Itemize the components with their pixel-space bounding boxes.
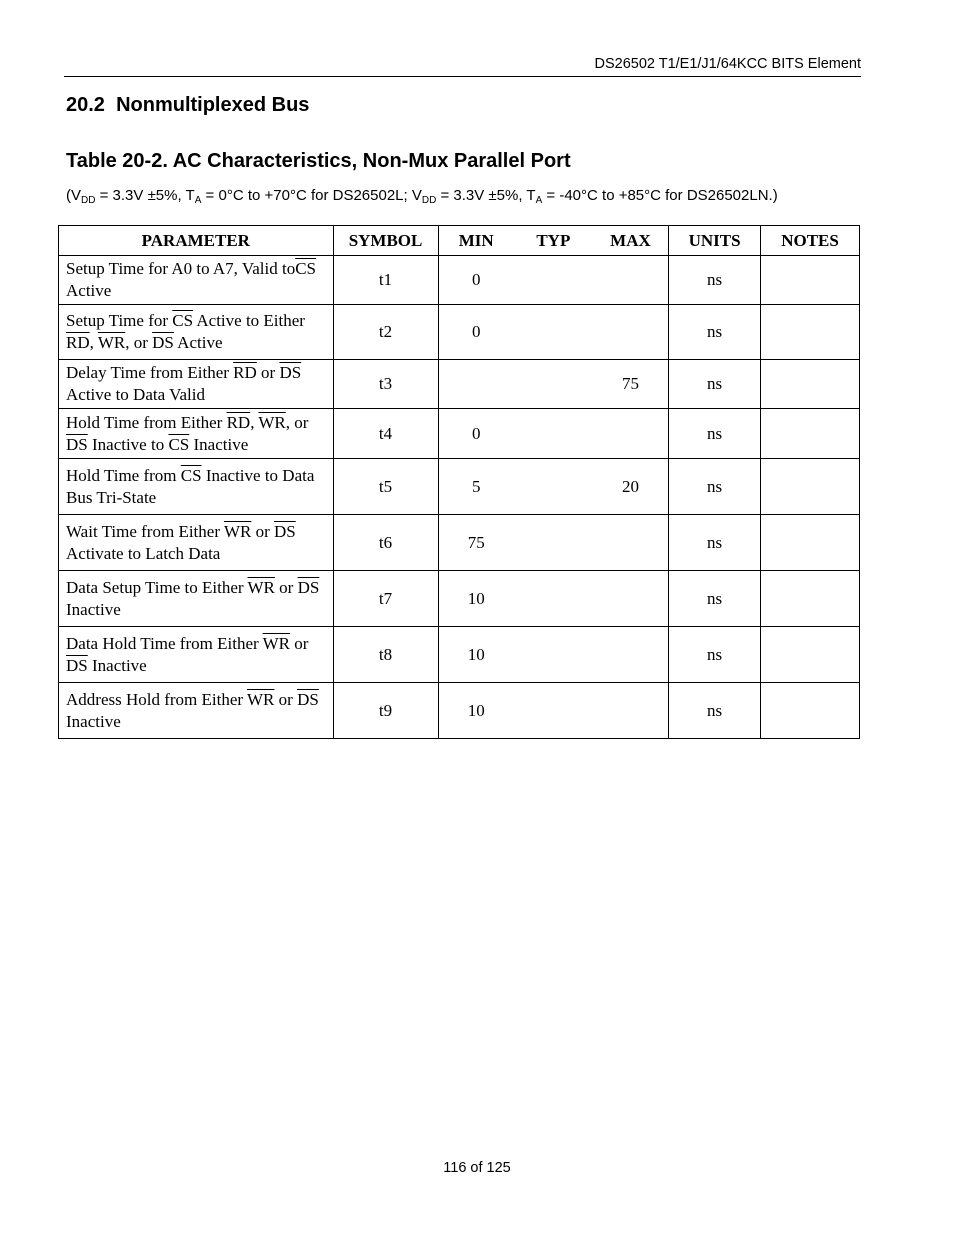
min-cell: 75 (438, 515, 514, 571)
ac-characteristics-table (58, 225, 860, 739)
parameter-text: Inactive to Data Bus Tri-State (66, 465, 315, 507)
table-row (59, 360, 860, 409)
conditions-subscript: A (194, 195, 202, 206)
active-low-signal-name: $\overline{DS}$ (274, 521, 296, 541)
active-low-signal-name: $\overline{WR}$ (262, 633, 290, 653)
parameter-text: Wait Time from Either (66, 521, 224, 541)
parameter-text: Activate to Latch Data (66, 543, 221, 563)
active-low-signal-name: $\overline{WR}$ (97, 333, 126, 352)
units-cell: ns (669, 627, 761, 683)
page-number: 116 of 125 (443, 1160, 511, 1176)
active-low-signal-name: $\overline{DS}$ (279, 363, 302, 382)
conditions-text: = -40°C to +85°C for DS26502LN.) (542, 187, 778, 204)
max-cell (593, 627, 669, 683)
active-low-signal-name: $\overline{DS}$ (297, 577, 320, 597)
typ-cell (514, 256, 593, 305)
units-cell: ns (669, 360, 761, 409)
section-heading (66, 94, 309, 117)
units-cell: ns (669, 515, 761, 571)
notes-cell (761, 459, 860, 515)
notes-cell (761, 409, 860, 459)
conditions-text: = 0°C to +70°C for DS26502L; V (201, 187, 422, 204)
parameter-cell (59, 515, 334, 571)
column-header-max: MAX (593, 226, 669, 256)
typ-cell (514, 627, 593, 683)
table-row (59, 515, 860, 571)
active-low-signal-name: $\overline{DS}$ (297, 689, 319, 709)
max-cell (593, 571, 669, 627)
notes-cell (761, 515, 860, 571)
section-number: 20.2 (66, 94, 105, 116)
active-low-signal-name: $\overline{DS}$ (66, 655, 88, 675)
table-row (59, 683, 860, 739)
max-cell (593, 683, 669, 739)
parameter-text: Active to Data Valid (66, 385, 205, 404)
parameter-text: Data Setup Time to Either (66, 577, 248, 597)
column-header-notes: NOTES (761, 226, 860, 256)
min-cell: 10 (438, 627, 514, 683)
units-cell: ns (669, 571, 761, 627)
typ-cell (514, 360, 593, 409)
document-header-title: DS26502 T1/E1/J1/64KCC BITS Element (594, 56, 861, 72)
parameter-text: Active (173, 333, 223, 352)
parameter-cell (59, 683, 334, 739)
conditions-text: = 3.3V ±5%, T (436, 187, 536, 204)
parameter-text: Inactive (66, 599, 121, 619)
active-low-signal-name: $\overline{RD}$ (233, 363, 257, 382)
parameter-text: or (256, 363, 280, 382)
typ-cell (514, 683, 593, 739)
table-conditions (66, 186, 856, 205)
active-low-signal-name: $\overline{WR}$ (258, 412, 286, 432)
conditions-text: = 3.3V ±5%, T (95, 187, 195, 204)
table-row (59, 305, 860, 360)
units-cell: ns (669, 683, 761, 739)
parameter-cell (59, 459, 334, 515)
conditions-subscript: DD (81, 195, 96, 206)
max-cell: 75 (593, 360, 669, 409)
parameter-cell (59, 571, 334, 627)
symbol-cell: t6 (333, 515, 438, 571)
symbol-cell: t5 (333, 459, 438, 515)
parameter-text: or (289, 633, 309, 653)
min-cell: 10 (438, 571, 514, 627)
table-header-row (59, 226, 860, 256)
parameter-text: Inactive (66, 711, 121, 731)
active-low-signal-name: $\overline{WR}$ (247, 577, 275, 597)
parameter-text: Address Hold from Either (66, 689, 247, 709)
column-header-min: MIN (438, 226, 514, 256)
parameter-text: , or (285, 412, 309, 432)
units-cell: ns (669, 305, 761, 360)
column-header-symbol: SYMBOL (333, 226, 438, 256)
parameter-text: , (250, 412, 259, 432)
active-low-signal-name: $\overline{CS}$ (172, 311, 194, 330)
min-cell: 0 (438, 256, 514, 305)
parameter-text: or (274, 689, 298, 709)
active-low-signal-name: $\overline{DS}$ (66, 434, 88, 454)
parameter-cell (59, 409, 334, 459)
parameter-text: Hold Time from (66, 465, 181, 485)
min-cell: 0 (438, 305, 514, 360)
symbol-cell: t4 (333, 409, 438, 459)
symbol-cell: t3 (333, 360, 438, 409)
table-row (59, 627, 860, 683)
min-cell: 10 (438, 683, 514, 739)
notes-cell (761, 256, 860, 305)
active-low-signal-name: $\overline{DS}$ (152, 333, 174, 352)
units-cell: ns (669, 256, 761, 305)
notes-cell (761, 305, 860, 360)
max-cell (593, 515, 669, 571)
parameter-text: Active to Either (193, 311, 305, 330)
header-divider (64, 76, 861, 77)
parameter-text: Delay Time from Either (66, 363, 234, 382)
column-header-units: UNITS (669, 226, 761, 256)
units-cell: ns (669, 409, 761, 459)
conditions-subscript: DD (421, 195, 437, 206)
notes-cell (761, 627, 860, 683)
parameter-text: Setup Time for A0 to A7, Valid to (66, 259, 296, 278)
max-cell (593, 409, 669, 459)
typ-cell (514, 515, 593, 571)
notes-cell (761, 571, 860, 627)
parameter-text: Hold Time from Either (66, 412, 227, 432)
typ-cell (514, 409, 593, 459)
parameter-text: , or (125, 333, 153, 352)
min-cell: 0 (438, 409, 514, 459)
table-row (59, 571, 860, 627)
active-low-signal-name: $\overline{RD}$ (66, 333, 90, 352)
parameter-text: Inactive to (87, 434, 169, 454)
active-low-signal-name: $\overline{WR}$ (247, 689, 275, 709)
parameter-cell (59, 627, 334, 683)
min-cell (438, 360, 514, 409)
parameter-cell (59, 305, 334, 360)
parameter-cell (59, 360, 334, 409)
parameter-text: Active (66, 281, 112, 300)
typ-cell (514, 305, 593, 360)
active-low-signal-name: $\overline{CS}$ (295, 259, 317, 278)
min-cell: 5 (438, 459, 514, 515)
notes-cell (761, 683, 860, 739)
active-low-signal-name: $\overline{RD}$ (226, 412, 251, 432)
active-low-signal-name: $\overline{WR}$ (223, 521, 252, 541)
active-low-signal-name: $\overline{CS}$ (168, 434, 190, 454)
column-header-parameter: PARAMETER (59, 226, 334, 256)
units-cell: ns (669, 459, 761, 515)
conditions-text: (V (66, 187, 81, 204)
table-row (59, 409, 860, 459)
parameter-text: , (89, 333, 98, 352)
parameter-text: or (274, 577, 298, 597)
column-header-typ: TYP (514, 226, 593, 256)
max-cell: 20 (593, 459, 669, 515)
parameter-cell (59, 256, 334, 305)
table-caption: Table 20-2. AC Characteristics, Non-Mux Parallel Port (66, 150, 571, 172)
table-row (59, 256, 860, 305)
max-cell (593, 305, 669, 360)
symbol-cell: t7 (333, 571, 438, 627)
symbol-cell: t9 (333, 683, 438, 739)
conditions-subscript: A (535, 195, 543, 206)
parameter-text: Data Hold Time from Either (66, 633, 263, 653)
typ-cell (514, 571, 593, 627)
parameter-text: Inactive (87, 655, 147, 675)
symbol-cell: t2 (333, 305, 438, 360)
active-low-signal-name: $\overline{CS}$ (180, 465, 202, 485)
symbol-cell: t1 (333, 256, 438, 305)
table-row (59, 459, 860, 515)
parameter-text: or (251, 521, 274, 541)
parameter-text: Setup Time for (66, 311, 173, 330)
section-title: Nonmultiplexed Bus (116, 94, 310, 116)
parameter-text: Inactive (189, 434, 249, 454)
max-cell (593, 256, 669, 305)
symbol-cell: t8 (333, 627, 438, 683)
notes-cell (761, 360, 860, 409)
typ-cell (514, 459, 593, 515)
